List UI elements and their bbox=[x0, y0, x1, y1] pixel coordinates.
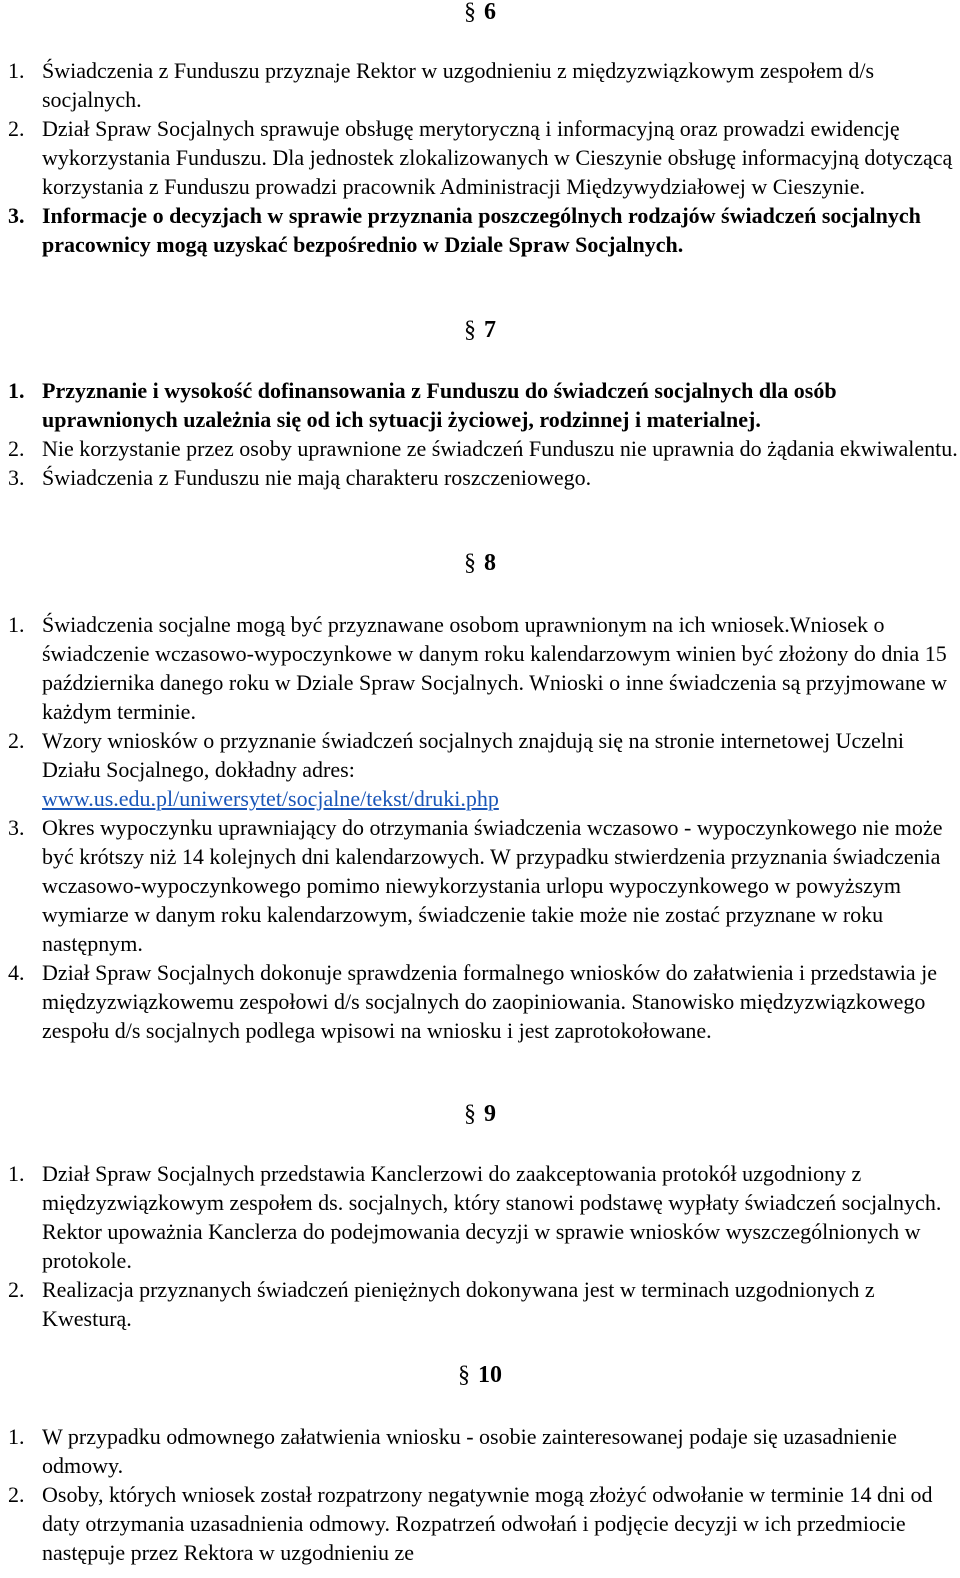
item-text: Świadczenia z Funduszu nie mają charakteru roszczeniowego. bbox=[42, 465, 592, 490]
list-item: 1. Świadczenia socjalne mogą być przyznawane osobom uprawnionym na ich wniosek.Wniosek o świadczenie wczasowo-wypoczynkowe w danym roku kalendarzowym winien być złożony do dnia 15 października danego roku w Dziale Spraw Socjalnych. Wnioski o inne świadczenia są przyjmowane w każdym terminie. bbox=[8, 612, 947, 724]
section-heading-8: § 8 bbox=[464, 550, 496, 576]
item-text: W przypadku odmownego załatwienia wniosku - osobie zainteresowanej podaje się uzasadnienie odmowy. bbox=[42, 1424, 897, 1478]
item-text: Nie korzystanie przez osoby uprawnione ze świadczeń Funduszu nie uprawnia do żądania ekwiwalentu. bbox=[42, 436, 958, 461]
item-text: Dział Spraw Socjalnych dokonuje sprawdzenia formalnego wniosków do załatwienia i przedstawia je międzyzwiązkowemu zespołowi d/s socjalnych do zaopiniowania. Stanowisko międzyzwiązkowego zespołu d/s socjalnych podlega wpisowi na wniosku i jest zaprotokołowane. bbox=[42, 960, 937, 1043]
item-text: Realizacja przyznanych świadczeń pieniężnych dokonywana jest w terminach uzgodnionych z Kwesturą. bbox=[42, 1277, 875, 1331]
item-text: Informacje o decyzjach w sprawie przyznania poszczególnych rodzajów świadczeń socjalnych pracownicy mogą uzyskać bezpośrednio w Dziale Spraw Socjalnych. bbox=[42, 203, 921, 257]
list-item: 2. Nie korzystanie przez osoby uprawnione ze świadczeń Funduszu nie uprawnia do żądania ekwiwalentu. bbox=[8, 436, 958, 461]
section-number: 6 bbox=[484, 0, 496, 25]
section-10-list bbox=[0, 1422, 958, 1567]
item-text: Dział Spraw Socjalnych sprawuje obsługę merytoryczną i informacyjną oraz prowadzi ewidencję wykorzystania Funduszu. Dla jednostek zlokalizowanych w Cieszynie obsługę informacyjną dotyczącą korzystania z Funduszu prowadzi pracownik Administracji Międzywydziałowej w Cieszynie. bbox=[42, 116, 953, 199]
druki-link[interactable]: www.us.edu.pl/uniwersytet/socjalne/tekst/druki.php bbox=[42, 786, 499, 811]
item-text: Wzory wniosków o przyznanie świadczeń socjalnych znajdują się na stronie internetowej Uczelni Działu Socjalnego, dokładny adres: bbox=[42, 728, 904, 782]
list-item: 2. Osoby, których wniosek został rozpatrzony negatywnie mogą złożyć odwołanie w terminie 14 dni od daty otrzymania uzasadnienia odmowy. Rozpatrzeń odwołań i podjęcie decyzji w ich przedmiocie następuje przez Rektora w uzgodnieniu ze bbox=[8, 1482, 933, 1565]
item-text: Osoby, których wniosek został rozpatrzony negatywnie mogą złożyć odwołanie w terminie 14 dni od daty otrzymania uzasadnienia odmowy. Rozpatrzeń odwołań i podjęcie decyzji w ich przedmiocie następuje przez Rektora w uzgodnieniu ze bbox=[42, 1482, 933, 1565]
list-item: 1. Przyznanie i wysokość dofinansowania z Funduszu do świadczeń socjalnych dla osób uprawnionych uzależnia się od ich sytuacji życiowej, rodzinnej i materialnej. bbox=[8, 378, 837, 432]
section-number: 7 bbox=[484, 317, 496, 343]
item-text: Świadczenia z Funduszu przyznaje Rektor w uzgodnieniu z międzyzwiązkowym zespołem d/s socjalnych. bbox=[42, 58, 875, 112]
list-item: 1. Dział Spraw Socjalnych przedstawia Kanclerzowi do zaakceptowania protokół uzgodniony z międzyzwiązkowym zespołem ds. socjalnych, który stanowi podstawę wypłaty świadczeń socjalnych. Rektor upoważnia Kanclerza do podejmowania decyzji w sprawie wniosków wyszczególnionych w protokole. bbox=[8, 1161, 942, 1273]
list-item: 4. Dział Spraw Socjalnych dokonuje sprawdzenia formalnego wniosków do załatwienia i przedstawia je międzyzwiązkowemu zespołowi d/s socjalnych do zaopiniowania. Stanowisko międzyzwiązkowego zespołu d/s socjalnych podlega wpisowi na wniosku i jest zaprotokołowane. bbox=[8, 960, 937, 1043]
section-heading-10: § 10 bbox=[458, 1362, 502, 1388]
list-item: 2. Dział Spraw Socjalnych sprawuje obsługę merytoryczną i informacyjną oraz prowadzi ewidencję wykorzystania Funduszu. Dla jednostek zlokalizowanych w Cieszynie obsługę informacyjną dotyczącą korzystania z Funduszu prowadzi pracownik Administracji Międzywydziałowej w Cieszynie. bbox=[8, 116, 953, 199]
list-item: 3. Informacje o decyzjach w sprawie przyznania poszczególnych rodzajów świadczeń socjalnych pracownicy mogą uzyskać bezpośrednio w Dziale Spraw Socjalnych. bbox=[8, 203, 921, 257]
section-heading-6: § 6 bbox=[464, 0, 496, 25]
section-number: 8 bbox=[484, 550, 496, 576]
section-9-list bbox=[0, 1159, 958, 1333]
list-item: 3. Świadczenia z Funduszu nie mają charakteru roszczeniowego. bbox=[8, 465, 592, 490]
section-number: 9 bbox=[484, 1101, 496, 1127]
item-text: Okres wypoczynku uprawniający do otrzymania świadczenia wczasowo - wypoczynkowego nie może być krótszy niż 14 kolejnych dni kalendarzowych. W przypadku stwierdzenia przyznania świadczenia wczasowo-wypoczynkowego pomimo niewykorzystania urlopu wypoczynkowego w powyższym wymiarze w danym roku kalendarzowym, świadczenie takie może nie zostać przyznane w roku następnym. bbox=[42, 815, 943, 956]
section-6-list bbox=[0, 56, 958, 259]
item-text: Świadczenia socjalne mogą być przyznawane osobom uprawnionym na ich wniosek.Wniosek o świadczenie wczasowo-wypoczynkowe w danym roku kalendarzowym winien być złożony do dnia 15 października danego roku w Dziale Spraw Socjalnych. Wnioski o inne świadczenia są przyjmowane w każdym terminie. bbox=[42, 612, 947, 724]
section-heading-9: § 9 bbox=[464, 1101, 496, 1127]
list-item: 2. Wzory wniosków o przyznanie świadczeń socjalnych znajdują się na stronie internetowej Uczelni Działu Socjalnego, dokładny adres: www.us.edu.pl/uniwersytet/socjalne/tekst/druki.php bbox=[8, 728, 904, 811]
section-7-list bbox=[0, 376, 958, 492]
section-8-list bbox=[0, 610, 958, 1045]
list-item: 2. Realizacja przyznanych świadczeń pieniężnych dokonywana jest w terminach uzgodnionych z Kwesturą. bbox=[8, 1277, 875, 1331]
item-text: Dział Spraw Socjalnych przedstawia Kanclerzowi do zaakceptowania protokół uzgodniony z międzyzwiązkowym zespołem ds. socjalnych, który stanowi podstawę wypłaty świadczeń socjalnych. Rektor upoważnia Kanclerza do podejmowania decyzji w sprawie wniosków wyszczególnionych w protokole. bbox=[42, 1161, 942, 1273]
item-text: Przyznanie i wysokość dofinansowania z Funduszu do świadczeń socjalnych dla osób uprawnionych uzależnia się od ich sytuacji życiowej, rodzinnej i materialnej. bbox=[42, 378, 837, 432]
section-number: 10 bbox=[478, 1362, 502, 1388]
section-heading-7: § 7 bbox=[464, 317, 496, 343]
list-item: 1. Świadczenia z Funduszu przyznaje Rektor w uzgodnieniu z międzyzwiązkowym zespołem d/s socjalnych. bbox=[8, 58, 875, 112]
list-item: 1. W przypadku odmownego załatwienia wniosku - osobie zainteresowanej podaje się uzasadnienie odmowy. bbox=[8, 1424, 897, 1478]
list-item: 3. Okres wypoczynku uprawniający do otrzymania świadczenia wczasowo - wypoczynkowego nie może być krótszy niż 14 kolejnych dni kalendarzowych. W przypadku stwierdzenia przyznania świadczenia wczasowo-wypoczynkowego pomimo niewykorzystania urlopu wypoczynkowego w powyższym wymiarze w danym roku kalendarzowym, świadczenie takie może nie zostać przyznane w roku następnym. bbox=[8, 815, 943, 956]
